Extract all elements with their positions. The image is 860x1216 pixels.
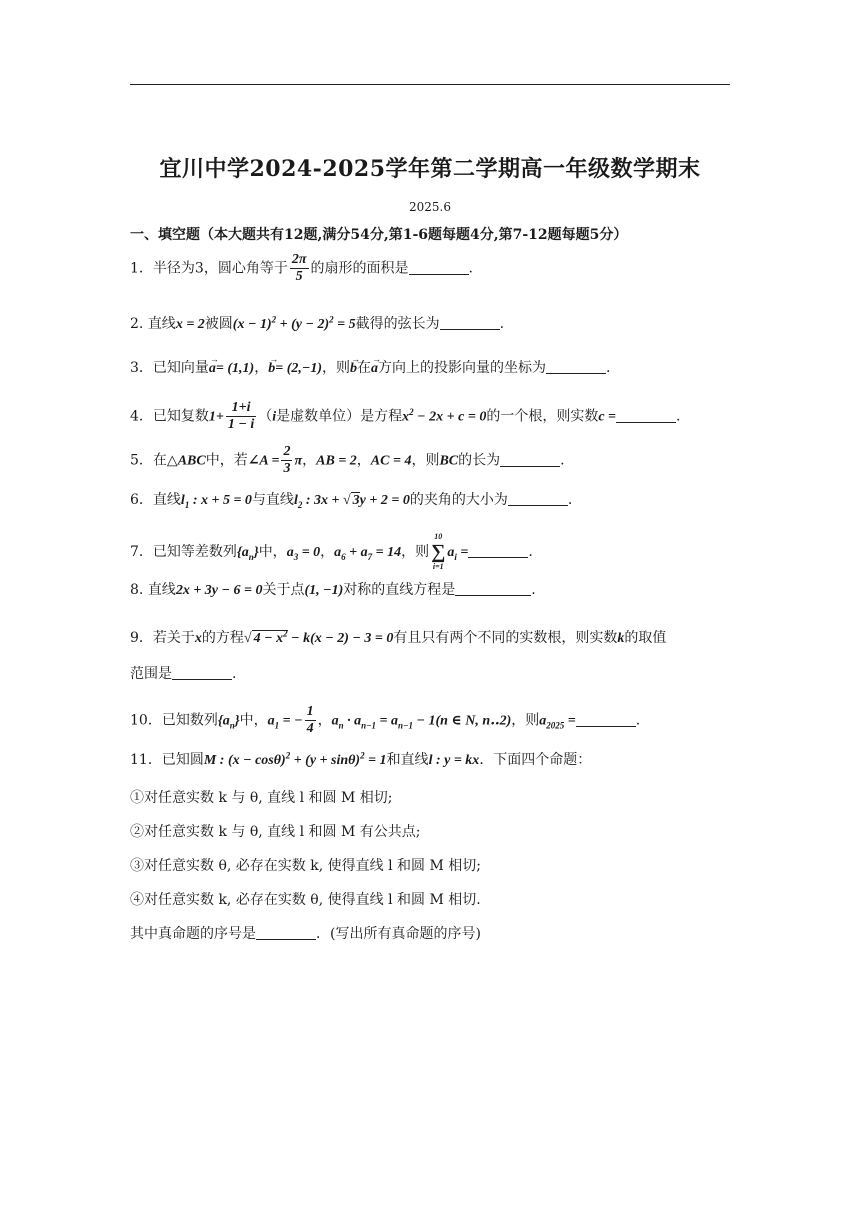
answer-blank[interactable] bbox=[172, 665, 232, 680]
answer-blank[interactable] bbox=[576, 712, 636, 727]
proposition-2: ②对任意实数 k 与 θ, 直线 l 和圆 M 有公共点; bbox=[130, 824, 421, 840]
fraction: $\frac{1}{4}$ bbox=[306, 704, 314, 736]
question-11-answer: 其中真命题的序号是 ．(写出所有真命题的序号) bbox=[130, 926, 481, 942]
answer-blank[interactable] bbox=[500, 452, 560, 467]
question-4: 4．已知复数1+ $\frac{1+i}{1 - i}$ （i是虚数单位）是方程$x^2 - 2x + c = 0$的一个根，则实数c = . bbox=[130, 400, 681, 432]
fraction: $\frac{1+i}{1 - i}$ bbox=[227, 400, 255, 432]
answer-blank[interactable] bbox=[256, 925, 316, 940]
header-rule bbox=[130, 84, 730, 85]
answer-blank[interactable] bbox=[546, 359, 606, 374]
question-11: 11．已知圆M : $(x - \cos\theta)^2 + (y + \sin\theta)^2 = 1$和直线l : y = kx．下面四个命题： bbox=[130, 750, 592, 768]
question-10: 10．已知数列$\{a_n\}$中，$a_1$ = − $\frac{1}{4}$ ，$a_n \cdot a_{n-1} = a_{n-1} - 1(n$ ∈ N, n‥2)，则$a_{2025}$ = . bbox=[130, 704, 641, 736]
summation-symbol: 10 ∑ i=1 bbox=[431, 532, 446, 571]
answer-blank[interactable] bbox=[409, 260, 469, 275]
answer-blank[interactable] bbox=[508, 491, 568, 506]
question-5: 5．在△ABC中，若∠A = $\frac{2}{3}$ π，AB = 2，AC = 4，则BC的长为 . bbox=[130, 444, 565, 476]
section-heading: 一、填空题（本大题共有12题,满分54分,第1-6题每题4分,第7-12题每题5分） bbox=[130, 227, 628, 243]
fraction: $\frac{2\pi}{5}$ bbox=[291, 252, 307, 284]
answer-blank[interactable] bbox=[440, 315, 500, 330]
question-9: 9．若关于x的方程√ $4 - x^2 - k(x - 2) - 3 = 0$有且只有两个不同的实数根，则实数k的取值 bbox=[130, 628, 667, 646]
answer-blank[interactable] bbox=[455, 581, 531, 596]
question-2: 2. 直线x = 2被圆$(x - 1)^2 + (y - 2)^2 = 5$截得的弦长为 . bbox=[130, 314, 505, 332]
proposition-1: ①对任意实数 k 与 θ, 直线 l 和圆 M 相切; bbox=[130, 790, 393, 806]
question-3: 3．已知向量→ a= (1,1)，→ b= (2,−1)，则→ b在→ a方向上的投影向量的坐标为 . bbox=[130, 358, 610, 379]
page-title: 宜川中学2024-2025学年第二学期高一年级数学期末 bbox=[159, 156, 701, 182]
question-9-line-2: 范围是 . bbox=[130, 666, 237, 682]
answer-blank[interactable] bbox=[616, 408, 676, 423]
answer-blank[interactable] bbox=[468, 543, 528, 558]
question-8: 8. 直线2x + 3y − 6 = 0关于点(1, −1)对称的直线方程是 . bbox=[130, 582, 536, 598]
proposition-3: ③对任意实数 θ, 必存在实数 k, 使得直线 l 和圆 M 相切; bbox=[130, 858, 481, 874]
question-1: 1．半径为3，圆心角等于 $\frac{2\pi}{5}$ 的扇形的面积是 . bbox=[130, 252, 473, 284]
question-6: 6．直线$l_1$ : x + 5 = 0与直线$l_2$ : 3x + √ 3y + 2 = 0的夹角的大小为 . bbox=[130, 492, 573, 510]
fraction: $\frac{2}{3}$ bbox=[283, 444, 291, 476]
exam-date: 2025.6 bbox=[409, 200, 451, 214]
proposition-4: ④对任意实数 k, 必存在实数 θ, 使得直线 l 和圆 M 相切. bbox=[130, 892, 481, 908]
question-7: 7．已知等差数列$\{a_n\}$中，$a_3 = 0$，$a_6 + a_7 = 14$，则 10 ∑ i=1 $a_i$ = . bbox=[130, 532, 533, 571]
